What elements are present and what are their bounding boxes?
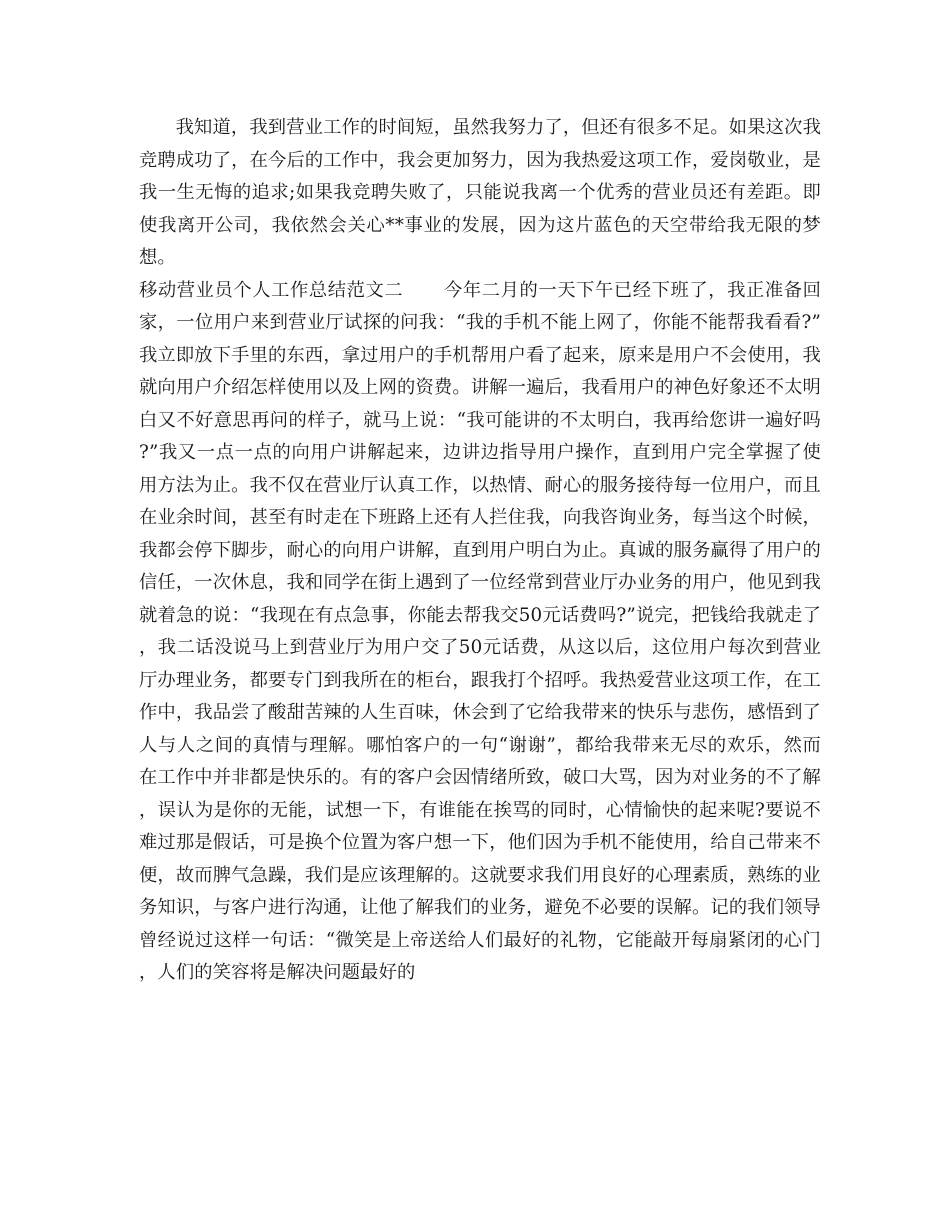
document-page [139, 112, 821, 990]
paragraph-2-block [139, 275, 821, 990]
paragraph-1: 我知道，我到营业工作的时间短，虽然我努力了，但还有很多不足。如果这次我竞聘成功了，在今后的工作中，我会更加努力，因为我热爱这项工作，爱岗敬业，是我一生无悔的追求;如果我竞聘失败了，只能说我离一个优秀的营业员还有差距。即使我离开公司，我依然会关心**事业的发展，因为这片蓝色的天空带给我无限的梦想。 [139, 117, 821, 268]
paragraph-2: 今年二月的一天下午已经下班了，我正准备回家，一位用户来到营业厅试探的问我：“我的手机不能上网了，你能不能帮我看看?”我立即放下手里的东西，拿过用户的手机帮用户看了起来，原来是用户不会使用，我就向用户介绍怎样使用以及上网的资费。讲解一遍后，我看用户的神色好象还不太明白又不好意思再问的样子，就马上说：“我可能讲的不太明白，我再给您讲一遍好吗?”我又一点一点的向用户讲解起来，边讲边指导用户操作，直到用户完全掌握了使用方法为止。我不仅在营业厅认真工作，以热情、耐心的服务接待每一位用户，而且在业余时间，甚至有时走在下班路上还有人拦住我，向我咨询业务，每当这个时候，我都会停下脚步，耐心的向用户讲解，直到用户明白为止。真诚的服务赢得了用户的信任，一次休息，我和同学在街上遇到了一位经常到营业厅办业务的用户，他见到我就着急的说：“我现在有点急事，你能去帮我交50元话费吗?”说完，把钱给我就走了，我二话没说马上到营业厅为用户交了50元话费，从这以后，这位用户每次到营业厅办理业务，都要专门到我所在的柜台，跟我打个招呼。我热爱营业这项工作，在工作中，我品尝了酸甜苦辣的人生百味，休会到了它给我带来的快乐与悲伤，感悟到了人与人之间的真情与理解。哪怕客户的一句“谢谢”，都给我带来无尽的欢乐，然而在工作中并非都是快乐的。有的客户会因情绪所致，破口大骂，因为对业务的不了解，误认为是你的无能，试想一下，有谁能在挨骂的同时，心情愉快的起来呢?要说不难过那是假话，可是换个位置为客户想一下，他们因为手机不能使用，给自己带来不便，故而脾气急躁，我们是应该理解的。这就要求我们用良好的心理素质，熟练的业务知识，与客户进行沟通，让他了解我们的业务，避免不必要的误解。记的我们领导曾经说过这样一句话：“微笑是上帝送给人们最好的礼物，它能敲开每扇紧闭的心门，人们的笑容将是解决问题最好的 [139, 279, 821, 983]
section-title: 移动营业员个人工作总结范文二 [139, 279, 404, 301]
